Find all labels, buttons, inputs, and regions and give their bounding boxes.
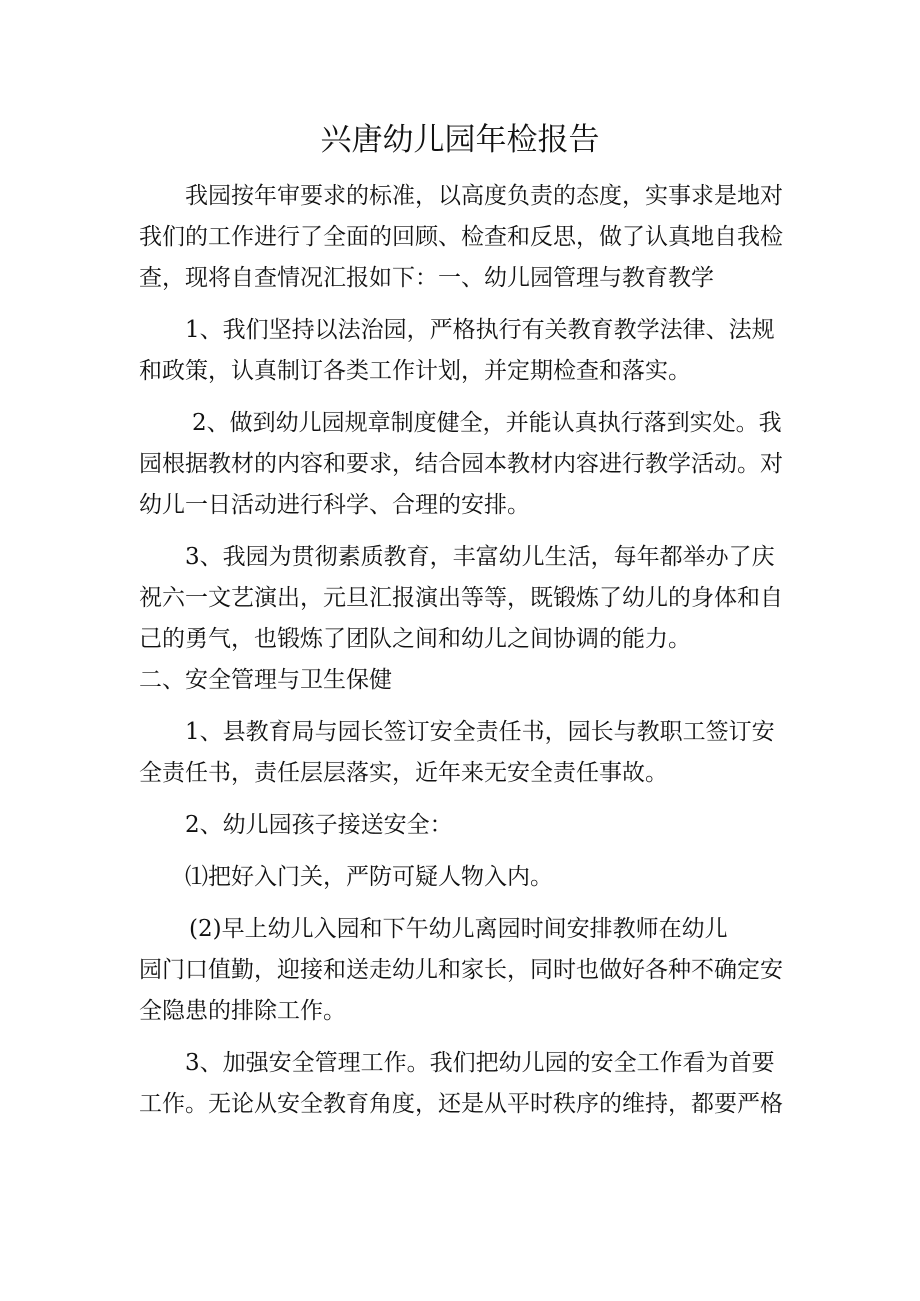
- section1-item2-line-1: 2、做到幼儿园规章制度健全，并能认真执行落到实处。我: [192, 410, 782, 436]
- section2-item1-line-2: 全责任书，责任层层落实，近年来无安全责任事故。: [139, 760, 668, 786]
- section2-item2-sub2-line-1: (2)早上幼儿入园和下午幼儿离园时间安排教师在幼儿: [189, 916, 728, 942]
- intro-paragraph: [139, 176, 799, 299]
- section2-item3-line-2: 工作。无论从安全教育角度，还是从平时秩序的维持，都要严格: [139, 1091, 783, 1117]
- intro-line-3: 查，现将自查情况汇报如下：一、幼儿园管理与教育教学: [139, 265, 714, 291]
- section2-item2-sub2-line-2: 园门口值勤，迎接和送走幼儿和家长，同时也做好各种不确定安: [139, 957, 783, 983]
- intro-line-1: 我园按年审要求的标准，以高度负责的态度，实事求是地对: [185, 183, 783, 209]
- section1-item3-line-1: 3、我园为贯彻素质教育，丰富幼儿生活，每年都举办了庆: [185, 544, 775, 570]
- document-title: 兴唐幼儿园年检报告: [320, 122, 600, 158]
- section1-item2-line-3: 幼儿一日活动进行科学、合理的安排。: [139, 492, 530, 518]
- section2-item2-line-1: 2、幼儿园孩子接送安全：: [185, 812, 453, 838]
- section2-item2-sub2: [139, 909, 799, 1032]
- section1-item3: [139, 537, 799, 660]
- document-body: [139, 176, 799, 1125]
- section1-item1: [139, 310, 799, 392]
- section1-item3-line-2: 祝六一文艺演出，元旦汇报演出等等，既锻炼了幼儿的身体和自: [139, 585, 783, 611]
- section2-item2-sub2-line-3: 全隐患的排除工作。: [139, 998, 346, 1024]
- section2-item2-sub1: [139, 857, 799, 898]
- section2-item3-line-1: 3、加强安全管理工作。我们把幼儿园的安全工作看为首要: [185, 1050, 775, 1076]
- section1-item2-line-2: 园根据教材的内容和要求，结合园本教材内容进行教学活动。对: [139, 451, 783, 477]
- section2-item2: [139, 805, 799, 846]
- section1-item1-line-1: 1、我们坚持以法治园，严格执行有关教育教学法律、法规: [185, 317, 775, 343]
- section1-item3-line-3: 己的勇气，也锻炼了团队之间和幼儿之间协调的能力。: [139, 626, 691, 652]
- section1-item2: [139, 403, 799, 526]
- section2-heading-text: 二、安全管理与卫生保健: [139, 667, 392, 693]
- section2-item3: [139, 1043, 799, 1125]
- section2-item1-line-1: 1、县教育局与园长签订安全责任书，园长与教职工签订安: [185, 719, 775, 745]
- section2-item1: [139, 712, 799, 794]
- intro-line-2: 我们的工作进行了全面的回顾、检查和反思，做了认真地自我检: [139, 224, 783, 250]
- section2-heading: [139, 660, 799, 701]
- section2-item2-sub1-line-1: ⑴把好入门关，严防可疑人物入内。: [185, 864, 553, 890]
- section1-item1-line-2: 和政策，认真制订各类工作计划，并定期检查和落实。: [139, 358, 691, 384]
